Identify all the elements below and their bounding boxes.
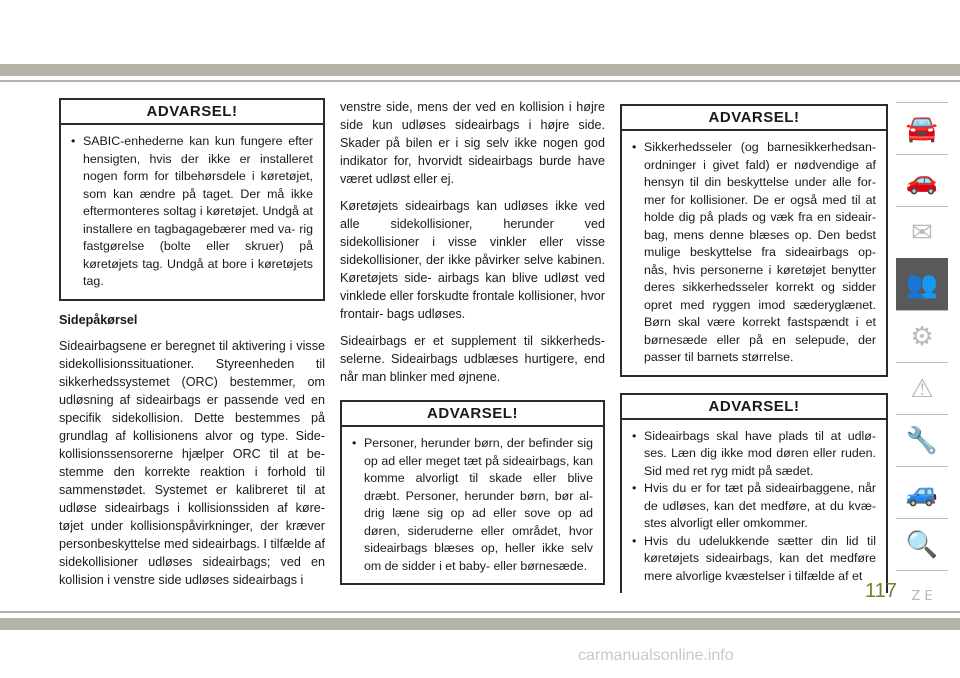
warning-title: ADVARSEL! [622, 395, 886, 420]
section-heading: Sidepåkørsel [59, 312, 138, 327]
search-icon[interactable]: 🔍 [896, 518, 948, 570]
warning-box [59, 98, 325, 301]
watermark: carmanualsonline.info [578, 647, 734, 664]
warning-title: ADVARSEL! [622, 106, 886, 131]
car-service-icon[interactable]: 🔧 [896, 414, 948, 466]
page-number: 117 [865, 580, 897, 602]
warning-title: ADVARSEL! [342, 402, 603, 427]
body-paragraph: Sideairbags er et supplement til sikkerheds- selerne. Sideairbags udblæses hurtigere, end når man blinker med øjnene. [340, 334, 605, 384]
car-wrench-icon[interactable]: 🚙 [896, 466, 948, 518]
header-rule [0, 80, 960, 82]
index-icon[interactable]: Z E [896, 570, 948, 622]
warning-triangle-icon[interactable]: ⚠ [896, 362, 948, 414]
warning-list [61, 125, 323, 299]
warning-box [340, 400, 605, 585]
car-info-icon[interactable]: 🚘 [896, 102, 948, 154]
warning-title: ADVARSEL! [61, 100, 323, 125]
warning-item: • Sikkerhedsseler (og barnesikkerhedsan- ordninger i givet fald) er nødvendige af hensyn til din beskyttelse under alle for- mer for kollisioner. De er også med til at holde dig på plads og væk fra en sideair- bag, mens denne blæses op. Den bedst mulige beskyttelse fra sideairbags op- nås, hvis personerne i køretøjet benytter deres sikkerhedsseler korrekt og sidder opret med ryggen imod sæderyglænet. Børn skal være korrekt fastspændt i et børnesæde eller på en selepude, der passer til barnets størrelse. [632, 139, 876, 367]
footer-stripe [0, 618, 960, 630]
warning-list [342, 427, 603, 583]
warning-list [622, 420, 886, 594]
header-band [0, 0, 960, 76]
chapter-tabs [896, 102, 948, 622]
car-alert-icon[interactable]: 🚗 [896, 154, 948, 206]
warning-item: • Sideairbags skal have plads til at udlø- ses. Læn dig ikke mod døren eller ruden. Sid med ret ryg midt på sædet. [632, 428, 876, 481]
warning-item: • Personer, herunder børn, der befinder sig op ad eller meget tæt på sideairbags, kan komme alvorligt til skade eller blive dræbt. Personer, herunder børn, bør al- drig læne sig op ad eller sove op ad døren, sideruderne eller området, hvor sideairbags blæses op, heller ikke selv om de sidder i et baby- eller børnesæde. [352, 435, 593, 575]
body-paragraph: venstre side, mens der ved en kollision i højre side kun udløses sideairbags i højre side. Skader på bilen er i sig selv ikke nogen god indikator for, hvorvidt sideairbags burde have været udløst eller ej. [340, 100, 605, 186]
column-2 [340, 98, 605, 595]
warning-box [620, 393, 888, 594]
body-paragraph: Sideairbagsene er beregnet til aktivering i visse sidekollisionssituationer. Styreenheden til sikkerhedssystemet (ORC) bestemmer, om udløsning af sideairbags er passende ved en specifik sidekollision. Dette bestemmes på grundlag af kollisionens alvor og type. Side- kollisionssensorerne hjælper ORC til at be- stemme den korrekte reaktion i forhold til sammenstødet. Systemet er kalibreret til at udløse sideairbags i kollisionssiden af køre- tøjet under kollisionspåvirkninger, der kræver personbeskyttelse med sideairbags. I tilfælde af sidekollisioner udløses sideairbags; ved en kollision i venstre side udløses sideairbags i [59, 338, 326, 587]
warning-item: • SABIC-enhederne kan kun fungere efter hensigten, hvis der ikke er installeret nogen form for tilbehørsdele i køretøjet, som kan ændre på taget. Der må ikke eftermonteres soltag i køretøjet. Undgå at installere en tagbagagebærer med va- rig fastgørelse (bolte eller skruer) på køretøjets tag. Undgå at bore i køretøjets tag. [71, 133, 313, 291]
warning-item: • Hvis du udelukkende sætter din lid til køretøjets sideairbags, kan det medføre mere alvorlige kvæstelser i tilfælde af et [632, 533, 876, 586]
warning-box [620, 104, 888, 377]
header-stripe [0, 64, 960, 76]
dashboard-lights-icon[interactable]: ✉ [896, 206, 948, 258]
seatbelt-safety-icon[interactable]: 👥 [896, 258, 948, 310]
steering-wheel-icon[interactable]: ⚙ [896, 310, 948, 362]
column-1 [59, 98, 325, 598]
warning-list [622, 131, 886, 375]
body-paragraph: Køretøjets sideairbags kan udløses ikke ved alle sidekollisioner, herunder ved sidekollisioner i visse vinkler eller visse sidekollisioner, der ikke påvirker selve kabinen. Køretøjets side- airbags kan blive udløst ved vinklede eller forskudte frontale kollisioner, hvor frontair- bags udløses. [340, 199, 605, 321]
warning-item: • Hvis du er for tæt på sideairbaggene, når de udløses, kan det medføre, at du kvæ- stes alvorligt eller omkommer. [632, 480, 876, 533]
column-3 [620, 104, 888, 603]
footer-rule [0, 611, 960, 613]
